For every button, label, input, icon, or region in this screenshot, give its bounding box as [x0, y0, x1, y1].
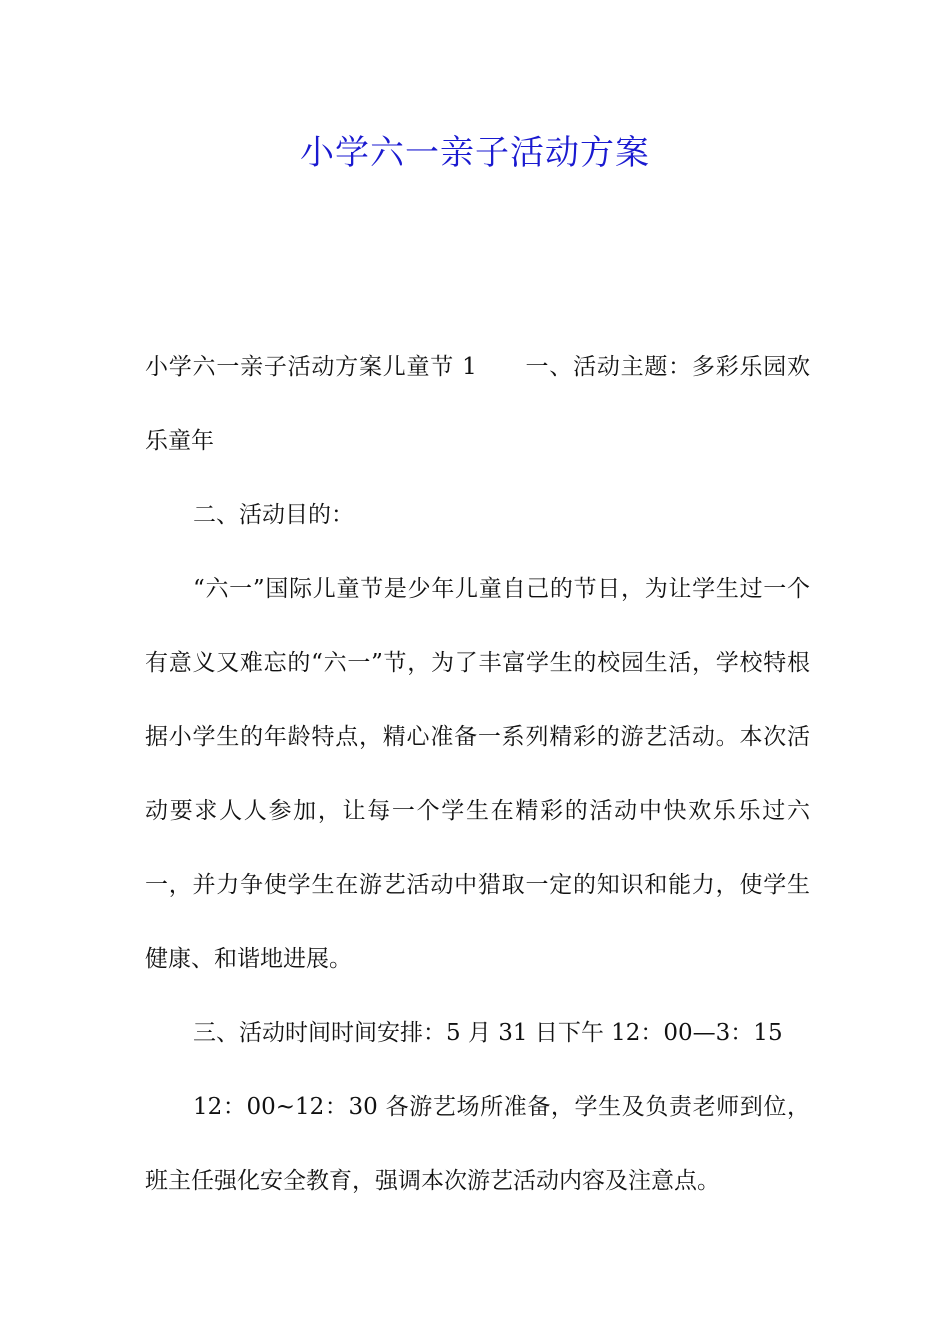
document-body: [145, 330, 810, 1218]
document-title: 小学六一亲子活动方案: [300, 133, 650, 173]
section3-heading: 三、活动时间时间安排：5 月 31 日下午 12：00—3：15: [193, 1020, 783, 1046]
section2-body: “六一”国际儿童节是少年儿童自己的节日，为让学生过一个有意义又难忘的“六一”节，为了丰富学生的校园生活，学校特根据小学生的年龄特点，精心准备一系列精彩的游艺活动。本次活动要求人人参加，让每一个学生在精彩的活动中快欢乐乐过六一，并力争使学生在游艺活动中猎取一定的知识和能力，使学生健康、和谐地进展。: [145, 576, 810, 972]
theme-line: 一、活动主题：多彩乐园欢乐童年: [145, 354, 811, 454]
section2-heading: 二、活动目的：: [193, 502, 354, 528]
schedule-item: 12：00~12：30 各游艺场所准备，学生及负责老师到位，班主任强化安全教育，强调本次游艺活动内容及注意点。: [145, 1094, 810, 1194]
intro-paragraph: [145, 330, 810, 478]
heading-line: 小学六一亲子活动方案儿童节 1: [145, 354, 477, 380]
